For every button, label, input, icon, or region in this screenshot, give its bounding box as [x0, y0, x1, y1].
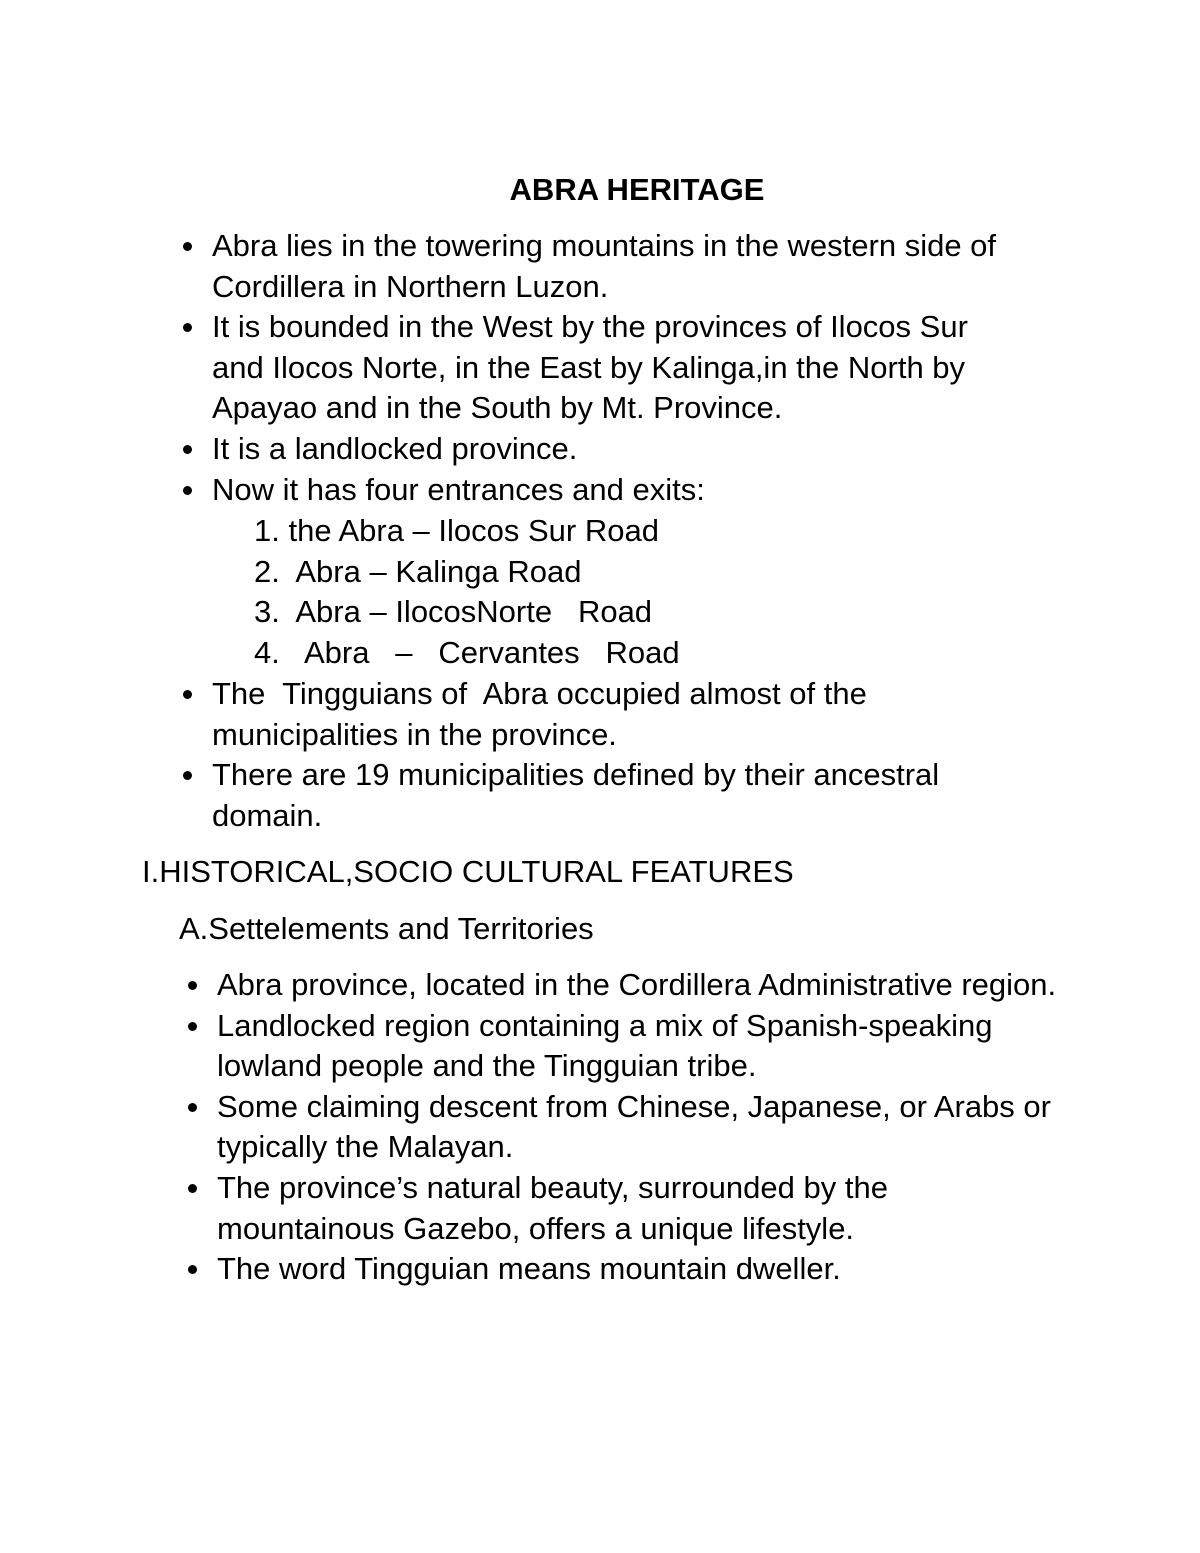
intro-bullet-list: [212, 226, 1012, 510]
road-item: 3. Abra – IlocosNorte Road: [254, 594, 653, 630]
list-item: [217, 1168, 1057, 1249]
list-item-text: The Tingguians of Abra occupied almost of the municipalities in the province.: [212, 676, 876, 752]
list-item-text: Landlocked region containing a mix of Spanish-speaking lowland people and the Tingguian tribe.: [217, 1007, 993, 1084]
list-item-text: Some claiming descent from Chinese, Japanese, or Arabs or typically the Malayan.: [217, 1088, 1051, 1165]
list-item-text: It is a landlocked province.: [212, 430, 578, 466]
bullet-icon: [183, 486, 192, 495]
list-item: [212, 755, 1012, 836]
more-bullet-list: [212, 674, 1012, 836]
bullet-icon: [183, 771, 192, 780]
list-item-text: Now it has four entrances and exits:: [212, 471, 705, 507]
list-item-text: Abra province, located in the Cordillera Administrative region.: [217, 967, 1057, 1002]
list-item: [212, 470, 1012, 511]
list-item: [217, 1087, 1057, 1168]
list-item-text: It is bounded in the West by the provinces of Ilocos Sur and Ilocos Norte, in the East by Kalinga,in the North by Apayao and in the South by Mt. Province.: [212, 309, 968, 426]
section-bullet-list: [217, 965, 1057, 1290]
roads-numbered-list: [254, 511, 680, 673]
bullet-icon: [188, 1103, 197, 1112]
bullet-icon: [183, 445, 192, 454]
bullet-icon: [183, 690, 192, 699]
list-item-text: The word Tingguian means mountain dweller.: [217, 1251, 841, 1287]
bullet-icon: [183, 323, 192, 332]
list-item-text: The province’s natural beauty, surrounded by the mountainous Gazebo, offers a unique lifestyle.: [217, 1169, 888, 1246]
list-item: [217, 1249, 1057, 1290]
road-item: 1. the Abra – Ilocos Sur Road: [254, 513, 659, 548]
list-item: [217, 1006, 1057, 1087]
section-heading: I.HISTORICAL,SOCIO CULTURAL FEATURES: [142, 854, 794, 889]
list-item: [212, 226, 1012, 307]
list-item-text: There are 19 municipalities defined by their ancestral domain.: [212, 757, 940, 833]
bullet-icon: [188, 1265, 197, 1274]
bullet-icon: [188, 1022, 197, 1031]
list-item: [212, 429, 1012, 470]
sub-heading: A.Settelements and Territories: [179, 911, 594, 946]
list-item: [217, 965, 1057, 1006]
bullet-icon: [188, 981, 197, 990]
bullet-icon: [183, 242, 192, 251]
bullet-icon: [188, 1184, 197, 1193]
road-item: 2. Abra – Kalinga Road: [254, 553, 582, 589]
road-item: 4. Abra – Cervantes Road: [254, 634, 680, 670]
list-item: [212, 674, 1012, 755]
list-item: [212, 307, 1012, 429]
list-item-text: Abra lies in the towering mountains in the western side of Cordillera in Northern Luzon.: [212, 228, 997, 304]
page-title: ABRA HERITAGE: [509, 172, 765, 207]
